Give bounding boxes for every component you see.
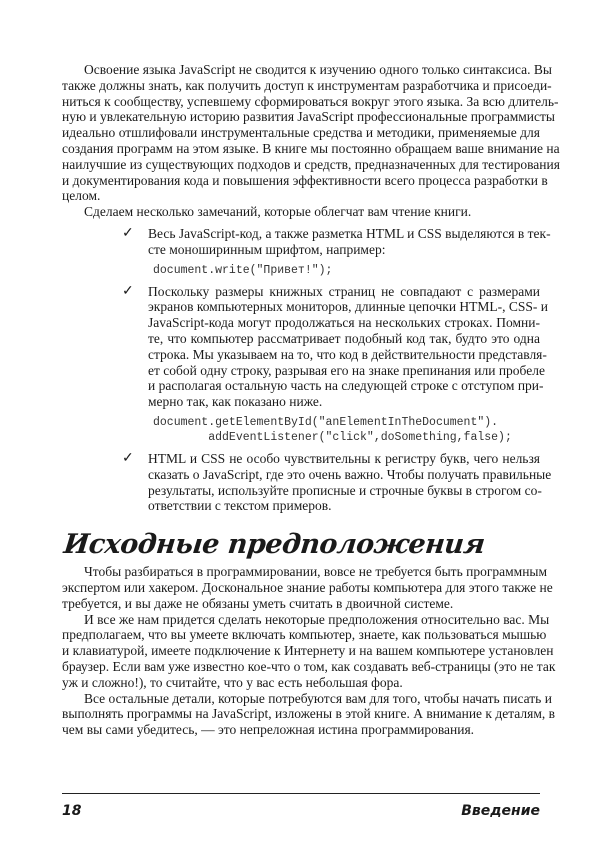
text-line: HTML и CSS не особо чувствительны к регистру букв, чего нельзя [148, 450, 540, 466]
text-line: идеально отшлифовали инструментальные средства и методики, применяемые для [62, 125, 540, 141]
footer-rule [62, 793, 540, 794]
code-example: document.write("Привет!"); [153, 263, 333, 277]
text-line: браузер. Если вам уже известно кое-что о том, как создавать веб-страницы (это не так [62, 658, 556, 674]
text-line: Весь JavaScript-код, а также разметка HTML и CSS выделяются в тек- [148, 225, 551, 241]
text-line: мерно так, как показано ниже. [148, 394, 323, 410]
text-line: уж и сложно!), то считайте, что у вас есть небольшая фора. [62, 674, 403, 690]
bullet-item [122, 283, 549, 410]
checkmark-icon: ✓ [122, 283, 134, 299]
text-line: и клавиатурой, имеете подключение к Интернету и на вашем компьютере установлен [62, 643, 554, 659]
bullet-text [148, 225, 551, 258]
text-line: строка. Мы указываем на то, что код в действительности представля- [148, 346, 547, 362]
text-line: сте моноширинным шрифтом, например: [148, 241, 386, 257]
text-line: предполагаем, что вы умеете включать компьютер, знаете, как пользоваться мышью [62, 627, 547, 643]
page-number: 18 [62, 803, 82, 819]
text-line: требуется, и вы даже не обязаны уметь считать в двоичной системе. [62, 595, 454, 611]
text-line: также должны знать, как получить доступ к инструментам разработчика и присоеди- [62, 77, 552, 93]
chapter-title: Введение [461, 803, 540, 819]
bullet-item [122, 450, 552, 514]
bullet-text [148, 283, 549, 410]
text-line: те, что компьютер рассматривает подобный код так, будто это одна [148, 330, 540, 346]
text-line: сказать о JavaScript, где это очень важно. Чтобы получать правильные [148, 466, 552, 482]
text-line: И все же нам придется сделать некоторые предположения относительно вас. Мы [84, 611, 550, 627]
intro-paragraph-2 [62, 204, 540, 220]
text-line: создания программ на этом языке. В книге мы постоянно обращаем ваше внимание на [62, 140, 560, 156]
text-line: наилучшие из существующих подходов и средств, предназначенных для тестирования [62, 156, 560, 172]
text-line: выполнять программы на JavaScript, изложены в этой книге. А внимание к деталям, в [62, 706, 555, 722]
text-line: ответствии с текстом примеров. [148, 498, 332, 514]
text-line: ет собой одну строку, разрывая его на знаке препинания или пробеле [148, 362, 545, 378]
bullet-item [122, 225, 551, 258]
checkmark-icon: ✓ [122, 450, 134, 466]
section-paragraph-3 [62, 690, 555, 738]
text-line: Поскольку размеры книжных страниц не совпадают с размерами [148, 283, 540, 299]
text-line: ную и увлекательную историю развития JavaScript профессиональные программисты [62, 109, 555, 125]
checkmark-icon: ✓ [122, 225, 134, 241]
section-paragraph-2 [62, 611, 556, 691]
text-line: чем вы сами убедитесь, — это непреложная истина программирования. [62, 722, 475, 738]
code-example: document.getElementById("anElementInTheDocument"). addEventListener("click",doSomething,false); [153, 415, 512, 444]
text-line: и документирования кода и повышения эффективности всего процесса разработки в [62, 172, 548, 188]
text-line: ниться к сообществу, успевшему сформироваться вокруг этого языка. За всю длитель- [62, 93, 559, 109]
intro-paragraph-1 [62, 62, 560, 204]
text-line: JavaScript-кода могут продолжаться на нескольких строках. Помни- [148, 315, 540, 331]
text-line: экспертом или хакером. Доскональное знание работы компьютера для этого также не [62, 579, 553, 595]
text-line: результаты, используйте прописные и строчные буквы в строгом со- [148, 482, 542, 498]
text-line: и располагая остальную часть на следующей строке с отступом при- [148, 378, 544, 394]
section-paragraph-1 [62, 564, 553, 611]
bullet-text [148, 450, 552, 514]
text-line: Сделаем несколько замечаний, которые облегчат вам чтение книги. [84, 204, 472, 220]
page-body [62, 62, 560, 738]
text-line: Чтобы разбираться в программировании, вовсе не требуется быть программным [84, 564, 548, 580]
section-heading: Исходные предположения [62, 529, 487, 561]
text-line: Все остальные детали, которые потребуются вам для того, чтобы начать писать и [84, 690, 552, 706]
text-line: Освоение языка JavaScript не сводится к изучению одного только синтаксиса. Вы [84, 62, 552, 77]
text-line: целом. [62, 188, 101, 204]
text-line: экранов компьютерных мониторов, длинные цепочки HTML-, CSS- и [148, 299, 549, 315]
